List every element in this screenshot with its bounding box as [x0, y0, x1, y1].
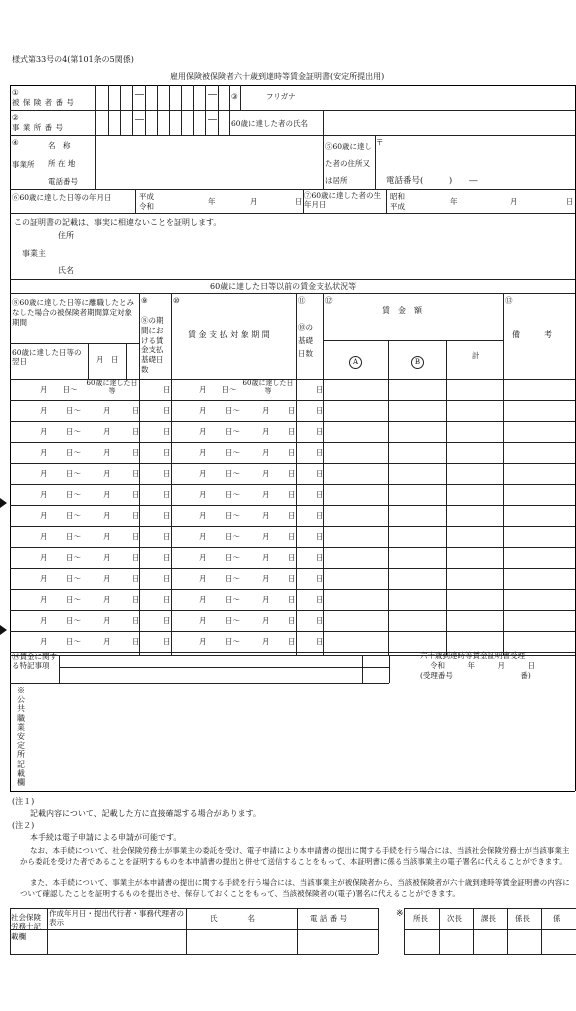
- note2-text-a: 本手続は電子申請による申請が可能です。: [30, 833, 182, 842]
- row-pay-day-to: 日: [288, 427, 296, 436]
- row-pay-base-days-unit: 日: [316, 511, 324, 520]
- row-day-from: 日～: [66, 553, 81, 562]
- row-day-from: 日～: [66, 448, 81, 457]
- row-pay-base-days-unit: 日: [316, 595, 324, 604]
- dash-1: ―: [135, 90, 144, 100]
- col12-num: ⑫: [325, 296, 333, 305]
- note1-label: (注１): [12, 797, 35, 806]
- row-divider: [10, 484, 575, 485]
- row-day-to: 日: [132, 469, 140, 478]
- row-pay-day-to: 日: [288, 553, 296, 562]
- stamp-deputy: 次長: [447, 914, 462, 923]
- row-pay-day-from: 日～: [225, 448, 240, 457]
- receipt-title: 六十歳到達時等賃金証明書受理: [420, 651, 525, 660]
- col10-num: ⑩: [173, 296, 180, 305]
- row-pay-month-to: 月: [262, 553, 270, 562]
- row-day-from: 日～: [66, 532, 81, 541]
- row-pay-month-to: 月: [262, 448, 270, 457]
- row-pay-base-days-unit: 日: [316, 490, 324, 499]
- row-pay-month-to: 月: [262, 427, 270, 436]
- birth-year-unit: 年: [450, 197, 458, 206]
- row-month-from: 月: [40, 427, 48, 436]
- stamp-director: 所長: [413, 914, 428, 923]
- note2-label: (注２): [12, 821, 35, 830]
- row-pay-day-from: 日～: [225, 511, 240, 520]
- row-month-from: 月: [40, 595, 48, 604]
- row-day-to: 日: [132, 427, 140, 436]
- row-pay-month-to: 月: [262, 469, 270, 478]
- row-day-to: 日: [132, 616, 140, 625]
- row-month-from: 月: [40, 469, 48, 478]
- row-base-days-unit: 日: [163, 532, 171, 541]
- row-month-from: 月: [40, 490, 48, 499]
- row-month-to: 月: [103, 448, 111, 457]
- row-base-days-unit: 日: [163, 406, 171, 415]
- row-day-from: 日～: [66, 406, 81, 415]
- row-pay-base-days-unit: 日: [316, 406, 324, 415]
- label-c4: ④: [12, 138, 19, 147]
- row-pay-day-from: 日～: [225, 490, 240, 499]
- row-pay-base-days-unit: 日: [316, 616, 324, 625]
- row-pay-day-to: 日: [288, 595, 296, 604]
- postal-mark: 〒: [376, 138, 384, 147]
- row-day-to: 日: [132, 574, 140, 583]
- first-row-from2: 月 日～: [199, 385, 237, 394]
- row-divider: [10, 421, 575, 422]
- row-divider: [10, 526, 575, 527]
- year-unit: 年: [208, 197, 216, 206]
- row-pay-day-from: 日～: [225, 553, 240, 562]
- row-base-days-unit: 日: [163, 469, 171, 478]
- row-pay-day-to: 日: [288, 511, 296, 520]
- col8-month-day: 月 日: [96, 355, 119, 364]
- sharoushi-col-tel: 電 話 番 号: [310, 914, 348, 923]
- first-row-reached: 60歳に達した日等: [86, 379, 138, 395]
- row-pay-month-to: 月: [262, 406, 270, 415]
- row-pay-day-from: 日～: [225, 406, 240, 415]
- row-pay-month-to: 月: [262, 532, 270, 541]
- era-reiwa: 令和: [139, 202, 154, 211]
- row-day-to: 日: [132, 511, 140, 520]
- cert-employer-label: 事業主: [22, 249, 46, 258]
- col13-header: 備 考: [512, 330, 552, 339]
- row-pay-day-to: 日: [288, 469, 296, 478]
- resident-tel-label: 電話番号( ) ―: [386, 176, 478, 186]
- row-pay-month-from: 月: [199, 511, 207, 520]
- row-pay-month-to: 月: [262, 616, 270, 625]
- row-pay-month-from: 月: [199, 553, 207, 562]
- row-day-from: 日～: [66, 490, 81, 499]
- row-month-from: 月: [40, 532, 48, 541]
- row-day-to: 日: [132, 448, 140, 457]
- row-day-to: 日: [132, 532, 140, 541]
- row-month-from: 月: [40, 616, 48, 625]
- row-pay-day-to: 日: [288, 616, 296, 625]
- circle-b-icon: B: [411, 356, 424, 369]
- office-tel-label: 電話番号: [48, 177, 78, 186]
- row-divider: [10, 547, 575, 548]
- row-pay-day-from: 日～: [225, 574, 240, 583]
- row-pay-base-days-unit: 日: [316, 469, 324, 478]
- birth-day-unit: 日: [566, 197, 574, 206]
- col12-header: 賃 金 額: [382, 306, 422, 315]
- row-day-from: 日～: [66, 511, 81, 520]
- label-c2: ②: [12, 113, 19, 122]
- era-showa: 昭和: [390, 192, 405, 201]
- name-label: 60歳に達した者の氏名: [231, 119, 309, 128]
- row-month-from: 月: [40, 448, 48, 457]
- row-pay-day-to: 日: [288, 406, 296, 415]
- circle-a-icon: A: [349, 356, 362, 369]
- row-base-days-unit: 日: [163, 448, 171, 457]
- row-pay-month-from: 月: [199, 427, 207, 436]
- sharoushi-col-date: 作成年月日・提出代行者・事務代理者の表示: [49, 909, 184, 928]
- row-pay-month-from: 月: [199, 532, 207, 541]
- row-divider: [10, 589, 575, 590]
- office-address-label: 所 在 地: [48, 159, 76, 168]
- first-row-from: 月 日～: [40, 385, 78, 394]
- row-pay-day-from: 日～: [225, 595, 240, 604]
- row-pay-month-from: 月: [199, 574, 207, 583]
- row-base-days-unit: 日: [163, 637, 171, 646]
- row-divider: [10, 442, 575, 443]
- special-notes-label: ⑭賃金に関する特記事項: [12, 652, 57, 671]
- insured-number-label: 被 保 険 者 番 号: [12, 98, 75, 107]
- sharoushi-label: 社会保険労務士記載欄: [11, 913, 41, 941]
- row-month-from: 月: [40, 511, 48, 520]
- row-base-days-unit: 日: [163, 427, 171, 436]
- col9-header: ⑧の期間における賃金支払基礎日数: [141, 316, 164, 374]
- resident-address-label: ⑤60歳に達した者の住所又は居所: [325, 142, 373, 185]
- row-month-from: 月: [40, 637, 48, 646]
- row-month-from: 月: [40, 574, 48, 583]
- date-reached-label: ⑥60歳に達した日等の年月日: [12, 193, 112, 202]
- note2-text-b: なお、本手続について、社会保険労務士が事業主の委託を受け、電子申請により本申請書の提出に関する手続を行う場合には、当該社会保険労務士が当該事業主から委託を受けた者であることを証明するものを本申請書の提出と併せて送信することをもって、本証明書に係る当該事業主の電子署名に代えることができます。: [20, 846, 570, 867]
- stamp-unit-chief: 係長: [515, 914, 530, 923]
- row-pay-month-from: 月: [199, 406, 207, 415]
- row-pay-base-days-unit: 日: [316, 532, 324, 541]
- note1-text: 記載内容について、記載した方に直接確認する場合があります。: [30, 809, 262, 818]
- row-day-from: 日～: [66, 595, 81, 604]
- row-base-days-unit: 日: [163, 553, 171, 562]
- col13-num: ⑬: [505, 296, 513, 305]
- first-row-day: 日: [163, 385, 171, 394]
- row-day-to: 日: [132, 490, 140, 499]
- col8-next-day: 60歳に達した日等の翌日: [12, 348, 82, 367]
- month-unit: 月: [250, 197, 258, 206]
- office-number-label: 事 業 所 番 号: [12, 123, 64, 132]
- row-day-to: 日: [132, 595, 140, 604]
- stamp-mark: ※: [396, 909, 404, 919]
- stamp-staff: 係: [553, 914, 561, 923]
- row-pay-month-from: 月: [199, 448, 207, 457]
- row-day-to: 日: [132, 637, 140, 646]
- col12-total: 計: [472, 351, 480, 360]
- birth-date-label: ⑦60歳に達した者の生年月日: [304, 191, 382, 210]
- row-pay-month-from: 月: [199, 490, 207, 499]
- day-unit: 日: [295, 197, 303, 206]
- row-pay-month-from: 月: [199, 637, 207, 646]
- col12-a: [349, 349, 362, 369]
- row-base-days-unit: 日: [163, 595, 171, 604]
- row-day-from: 日～: [66, 616, 81, 625]
- row-day-from: 日～: [66, 469, 81, 478]
- row-pay-day-to: 日: [288, 448, 296, 457]
- note2-text-c: また、本手続について、事業主が本申請書の提出に関する手続を行う場合には、当該事業主が被保険者から、当該被保険者が六十歳到達時等賃金証明書の内容について確認したことを証明するものを提出させ、保存しておくことをもって、当該被保険者の(電子)署名に代えることができます。: [20, 878, 570, 899]
- era-heisei: 平成: [139, 192, 154, 201]
- era-heisei-2: 平成: [390, 202, 405, 211]
- form-title: 雇用保険被保険者六十歳到達時等賃金証明書(安定所提出用): [170, 72, 385, 81]
- row-pay-base-days-unit: 日: [316, 553, 324, 562]
- row-pay-month-to: 月: [262, 490, 270, 499]
- row-pay-month-to: 月: [262, 595, 270, 604]
- row-divider: [10, 631, 575, 632]
- row-pay-day-to: 日: [288, 637, 296, 646]
- receipt-date: 令和 年 月 日: [430, 661, 535, 670]
- row-day-from: 日～: [66, 574, 81, 583]
- row-pay-day-from: 日～: [225, 637, 240, 646]
- row-month-to: 月: [103, 574, 111, 583]
- row-pay-day-from: 日～: [225, 532, 240, 541]
- public-office-label: ※公共職業安定所記載欄: [17, 686, 25, 787]
- wage-section-title: 60歳に達した日等以前の賃金支払状況等: [210, 282, 357, 291]
- row-pay-month-from: 月: [199, 616, 207, 625]
- row-pay-month-to: 月: [262, 511, 270, 520]
- row-month-to: 月: [103, 637, 111, 646]
- col11-header: ⑩の基礎日数: [298, 323, 313, 358]
- row-month-to: 月: [103, 616, 111, 625]
- row-month-to: 月: [103, 595, 111, 604]
- row-month-to: 月: [103, 490, 111, 499]
- row-pay-month-to: 月: [262, 574, 270, 583]
- row-pay-base-days-unit: 日: [316, 574, 324, 583]
- stamp-section-chief: 課長: [481, 914, 496, 923]
- office-name-label: 名 称: [48, 141, 71, 150]
- row-pay-month-from: 月: [199, 595, 207, 604]
- arrow-marker-icon: [0, 625, 7, 635]
- row-month-to: 月: [103, 469, 111, 478]
- furigana-label: フリガナ: [266, 92, 296, 101]
- arrow-marker-icon: [0, 498, 7, 508]
- row-month-from: 月: [40, 553, 48, 562]
- birth-month-unit: 月: [510, 197, 518, 206]
- row-pay-day-to: 日: [288, 574, 296, 583]
- row-pay-base-days-unit: 日: [316, 427, 324, 436]
- row-month-to: 月: [103, 406, 111, 415]
- cert-name-label: 氏名: [58, 266, 74, 275]
- cert-address-label: 住所: [58, 231, 74, 240]
- sharoushi-col-name: 氏 名: [210, 914, 255, 923]
- row-pay-month-from: 月: [199, 469, 207, 478]
- row-divider: [10, 505, 575, 506]
- col11-num: ⑪: [298, 296, 306, 305]
- dash-3: ―: [135, 115, 144, 125]
- cert-statement: この証明書の記載は、事実に相違ないことを証明します。: [14, 218, 222, 227]
- row-divider: [10, 463, 575, 464]
- row-day-to: 日: [132, 406, 140, 415]
- row-base-days-unit: 日: [163, 616, 171, 625]
- form-number: 様式第33号の4(第101条の5関係): [12, 55, 134, 64]
- row-pay-base-days-unit: 日: [316, 448, 324, 457]
- col9-num: ⑨: [141, 296, 148, 305]
- row-pay-base-days-unit: 日: [316, 637, 324, 646]
- row-month-to: 月: [103, 553, 111, 562]
- row-pay-day-to: 日: [288, 490, 296, 499]
- row-pay-month-to: 月: [262, 637, 270, 646]
- label-c3: ③: [231, 92, 238, 101]
- row-day-from: 日～: [66, 427, 81, 436]
- label-c1: ①: [12, 88, 19, 97]
- office-label: 事業所: [12, 160, 35, 169]
- row-pay-day-from: 日～: [225, 616, 240, 625]
- row-base-days-unit: 日: [163, 511, 171, 520]
- row-month-from: 月: [40, 406, 48, 415]
- row-day-from: 日～: [66, 637, 81, 646]
- dash-2: ―: [208, 90, 217, 100]
- row-pay-day-from: 日～: [225, 427, 240, 436]
- col12-b: [411, 349, 424, 369]
- row-pay-day-from: 日～: [225, 469, 240, 478]
- row-base-days-unit: 日: [163, 490, 171, 499]
- row-base-days-unit: 日: [163, 574, 171, 583]
- first-row-day2: 日: [316, 385, 324, 394]
- col10-header: 賃 金 支 払 対 象 期 間: [188, 330, 270, 339]
- row-month-to: 月: [103, 427, 111, 436]
- row-divider: [10, 610, 575, 611]
- row-day-to: 日: [132, 553, 140, 562]
- row-month-to: 月: [103, 532, 111, 541]
- row-pay-day-to: 日: [288, 532, 296, 541]
- first-row-reached2: 60歳に達した日等: [242, 379, 294, 395]
- dash-4: ―: [208, 115, 217, 125]
- row-divider: [10, 568, 575, 569]
- receipt-number: (受理番号 番): [420, 671, 531, 680]
- col8-header: ⑧60歳に達した日等に離職したとみなした場合の被保険者期間算定対象期間: [12, 298, 135, 328]
- row-month-to: 月: [103, 511, 111, 520]
